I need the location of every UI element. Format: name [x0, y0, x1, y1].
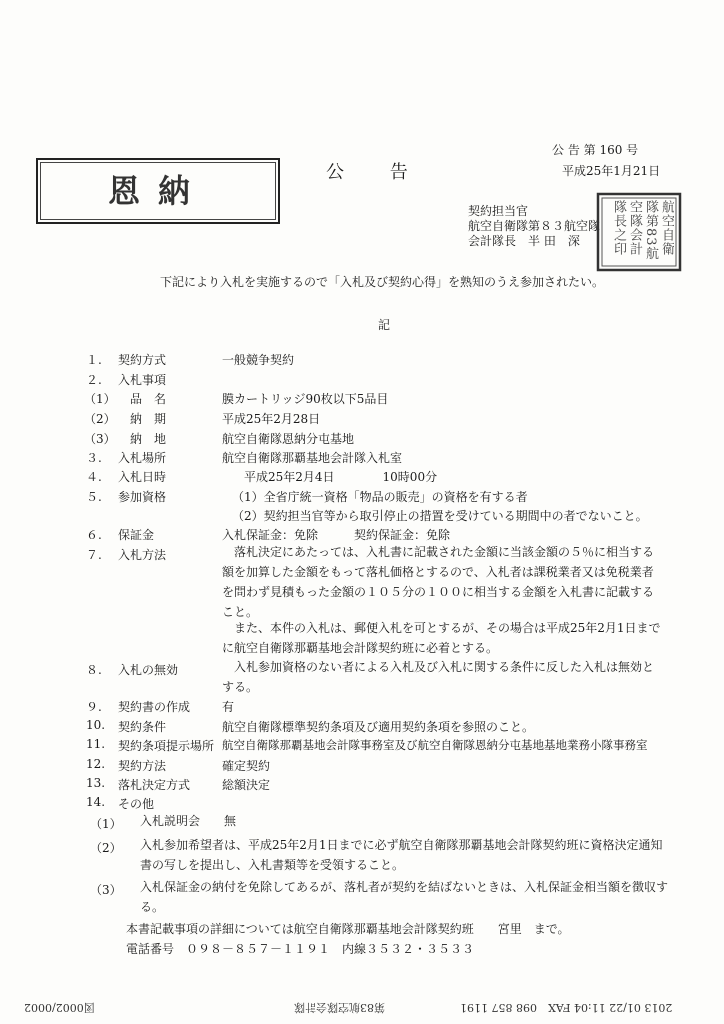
item-value: 平成25年2月4日 10時00分: [244, 470, 438, 484]
ki-marker: 記: [378, 318, 391, 332]
item-value: 確定契約: [222, 759, 271, 773]
item-number: （2）: [84, 412, 116, 426]
item-value: 航空自衛隊那覇基地会計隊入札室: [222, 451, 403, 465]
fax-header-center: 第83航空隊会計隊: [294, 1001, 385, 1014]
item-number: ３.: [86, 451, 102, 465]
item-number: ９.: [86, 700, 102, 714]
item-label: 入札日時: [118, 470, 167, 484]
other-number: （1）: [90, 817, 122, 831]
item-number: ６.: [86, 528, 102, 542]
location-stamp-text: 恩納: [107, 172, 208, 210]
item-label: 契約条項提示場所: [118, 739, 215, 753]
item-number: ８.: [86, 663, 102, 677]
item-paragraph: 落札決定にあたっては、入札書に記載された金額に当該金額の５％に相当する額を加算した金額をもって落札価格とするので、入札者は課税業者又は免税業者を問わず見積もった金額の１０５分の１００に相当する金額を入札書に記載すること。: [222, 545, 655, 619]
fax-header-left: 2013 01/22 11:04 FAX 098 857 1191: [460, 1001, 673, 1014]
item-number: 12.: [86, 757, 106, 771]
item-value: 航空自衛隊恩納分屯基地: [222, 432, 355, 446]
issuer-title: 契約担当官: [468, 204, 529, 218]
item-number: （1）: [84, 392, 116, 406]
other-number: （3）: [90, 883, 122, 897]
item-label: 納 地: [130, 432, 167, 446]
page-title: 公 告: [326, 162, 428, 183]
item-label: 契約書の作成: [118, 700, 191, 714]
item-value: 平成25年2月28日: [222, 412, 321, 426]
location-stamp: [36, 158, 280, 224]
item-paragraph: また、本件の入札は、郵便入札を可とするが、その場合は平成25年2月1日までに航空自衛隊那覇基地会計隊契約班に必着とする。: [222, 621, 661, 655]
item-number: ２.: [86, 373, 102, 387]
item-label: その他: [118, 797, 155, 811]
intro-text: 下記により入札を実施するので「入札及び契約心得」を熟知のうえ参加されたい。: [160, 275, 605, 289]
item-value: （2）契約担当官等から取引停止の措置を受けている期間中の者でないこと。: [232, 509, 648, 523]
contact-phone: 電話番号 ０９８－８５７－１１９１ 内線３５３２・３５３３: [126, 942, 475, 956]
other-text: 入札参加希望者は、平成25年2月1日までに必ず航空自衛隊那覇基地会計隊契約班に資格決定通知書の写しを提出し、入札書類等を受領すること。: [140, 838, 663, 872]
item-number: （3）: [84, 432, 116, 446]
item-number: 13.: [86, 776, 106, 790]
item-value: 一般競争契約: [222, 353, 295, 367]
item-label: 品 名: [130, 392, 167, 406]
item-label: 契約条件: [118, 720, 167, 734]
item-number: ５.: [86, 490, 102, 504]
item-number: ４.: [86, 470, 102, 484]
item-label: 契約方式: [118, 353, 167, 367]
notice-number: 公 告 第 160 号: [552, 143, 639, 157]
item-number: 11.: [86, 737, 106, 751]
item-label: 保証金: [118, 528, 155, 542]
other-number: （2）: [90, 841, 122, 855]
item-number: 14.: [86, 795, 106, 809]
item-label: 参加資格: [118, 490, 167, 504]
item-label: 入札の無効: [118, 663, 179, 677]
seal-text: 航空自衛隊第83航空隊会計隊長之印: [611, 200, 674, 261]
item-number: １.: [86, 353, 102, 367]
item-label: 契約方法: [118, 759, 167, 773]
item-value: 有: [222, 700, 235, 714]
fax-header-right: 図0002/0002: [24, 1001, 95, 1014]
official-seal: [596, 192, 682, 272]
item-value: 総額決定: [222, 778, 271, 792]
notice-date: 平成25年1月21日: [562, 164, 661, 178]
item-label: 入札場所: [118, 451, 167, 465]
item-value: （1）全省庁統一資格「物品の販売」の資格を有する者: [232, 490, 528, 504]
item-value: 入札保証金：免除 契約保証金：免除: [222, 528, 451, 542]
other-text: 入札保証金の納付を免除してあるが、落札者が契約を結ばないときは、入札保証金相当額を徴収する。: [140, 880, 669, 914]
other-text: 入札説明会 無: [140, 814, 237, 828]
item-label: 落札決定方式: [118, 778, 191, 792]
item-number: ７.: [86, 548, 102, 562]
item-number: 10.: [86, 718, 106, 732]
issuer-unit: 航空自衛隊第８３航空隊: [468, 219, 601, 233]
item-label: 納 期: [130, 412, 167, 426]
item-value: 航空自衛隊標準契約条項及び適用契約条項を参照のこと。: [222, 720, 535, 734]
item-value: 膜カートリッジ90枚以下5品目: [222, 392, 389, 406]
issuer-name: 会計隊長 半 田 深: [468, 234, 580, 248]
contact-details: 本書記載事項の詳細については航空自衛隊那覇基地会計隊契約班 宮里 まで。: [126, 922, 570, 936]
item-paragraph: 入札参加資格のない者による入札及び入札に関する条件に反した入札は無効とする。: [222, 660, 655, 694]
item-label: 入札事項: [118, 373, 167, 387]
item-label: 入札方法: [118, 548, 167, 562]
item-value: 航空自衛隊那覇基地会計隊事務室及び航空自衛隊恩納分屯基地基地業務小隊事務室: [222, 738, 648, 752]
